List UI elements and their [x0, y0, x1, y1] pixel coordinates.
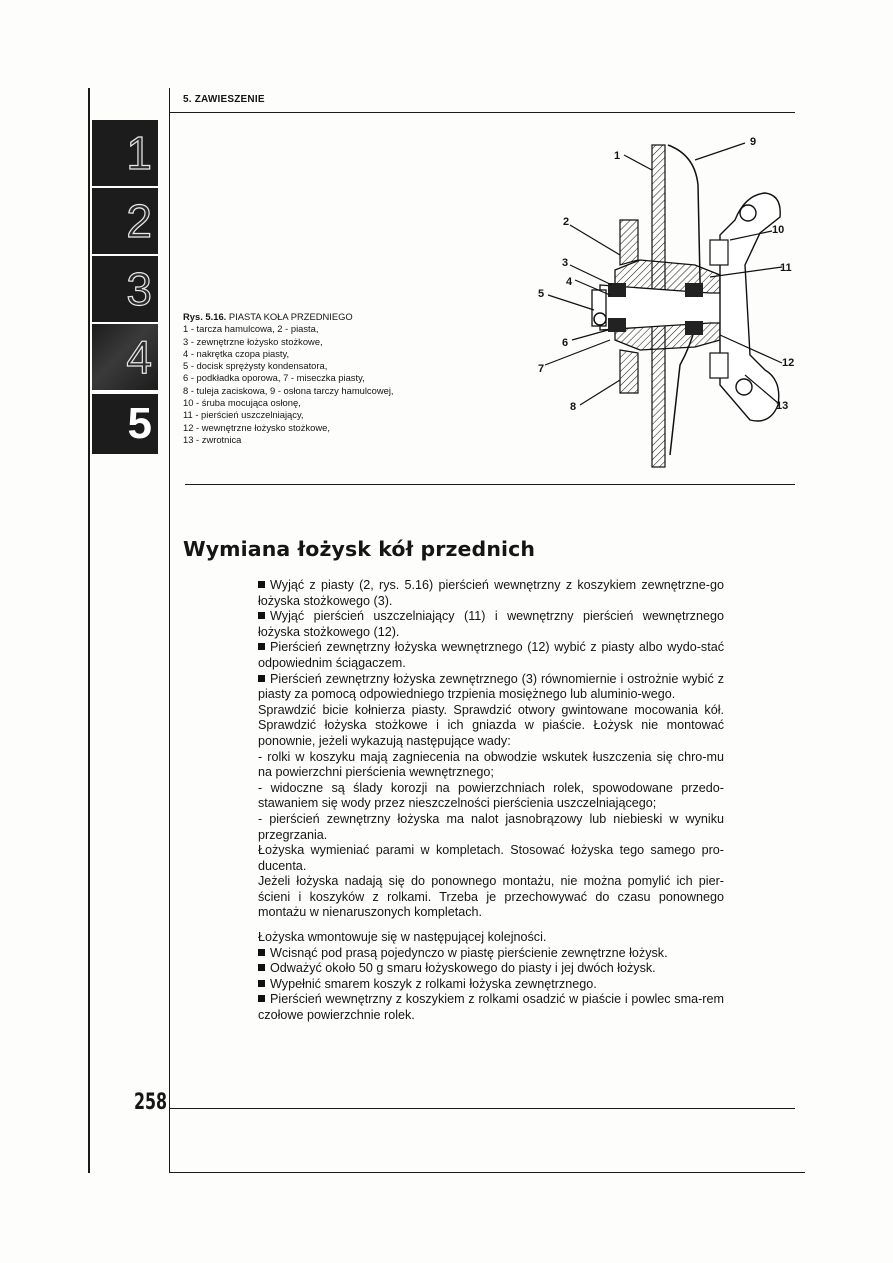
callout-1: 1: [614, 150, 621, 162]
caption-id: Rys. 5.16.: [183, 311, 227, 322]
paragraph: Wyjąć pierścień uszczelniający (11) i wewnętrzny pierścień wewnętrznego łożyska stożkowego (12).: [258, 609, 724, 639]
paragraph: - widoczne są ślady korozji na powierzchniach rolek, spowodowane przedo-stawaniem się wody przez nieszczelności pierścienia uszczelniającego;: [258, 780, 724, 811]
chapter-tab-4[interactable]: 4: [92, 324, 158, 390]
chapter-tab-5[interactable]: 5: [92, 394, 158, 454]
hub-assembly-drawing: [520, 125, 800, 475]
left-margin-rule: [88, 88, 90, 1173]
paragraph: Pierścień wewnętrzny z koszykiem z rolkami osadzić w piaście i powlec sma-rem czołowe powierzchnie rolek.: [258, 992, 724, 1023]
paragraph: Sprawdzić bicie kołnierza piasty. Sprawdzić otwory gwintowane mocowania kół. Sprawdzić łożyska stożkowe i ich gniazda w piaście. Łożysk nie montować ponownie, jeżeli wykazują następujące wady:: [258, 702, 724, 748]
bullet-square-icon: [258, 612, 265, 619]
callout-9: 9: [750, 136, 757, 148]
paragraph: Wypełnić smarem koszyk z rolkami łożyska zewnętrznego.: [258, 977, 724, 993]
caption-title: [183, 311, 394, 323]
callout-10: 10: [772, 224, 785, 236]
legend-item: 3 - zewnętrzne łożysko stożkowe,: [183, 335, 323, 347]
bullet-square-icon: [258, 995, 265, 1002]
paragraph: Pierścień zewnętrzny łożyska zewnętrznego (3) równomiernie i ostrożnie wybić z piasty za pomocą odpowiedniego trzpienia mosiężnego lub aluminio-wego.: [258, 671, 724, 702]
callout-4: 4: [566, 276, 573, 288]
bullet-square-icon: [258, 675, 265, 682]
legend-item: 4 - nakrętka czopa piasty,: [183, 347, 290, 359]
bullet-square-icon: [258, 581, 265, 588]
callout-7: 7: [538, 363, 545, 375]
article-heading: Wymiana łożysk kół przednich: [183, 537, 536, 561]
legend-item: 13 - zwrotnica: [183, 433, 242, 445]
page-number: 258: [134, 1090, 168, 1115]
article-body: [258, 578, 724, 1024]
footer-rule: [169, 1108, 795, 1109]
bullet-square-icon: [258, 949, 265, 956]
chapter-tab-1[interactable]: 1: [92, 120, 158, 186]
callout-5: 5: [538, 288, 545, 300]
inner-bearing: [685, 283, 703, 297]
chapter-tab-2[interactable]: 2: [92, 188, 158, 254]
legend-item: 5 - docisk sprężysty kondensatora,: [183, 360, 328, 372]
figure-divider: [185, 484, 795, 485]
bullet-square-icon: [258, 964, 265, 971]
callout-12: 12: [782, 357, 795, 369]
paragraph: - pierścień zewnętrzny łożyska ma nalot jasnobrązowy lub niebieski w wyniku przegrzania.: [258, 811, 724, 842]
legend-item: 1 - tarcza hamulcowa, 2 - piasta,: [183, 323, 319, 335]
header-rule: [169, 112, 795, 113]
paragraph: Łożyska wmontowuje się w następującej kolejności.: [258, 930, 547, 945]
figure-caption: [183, 311, 394, 446]
paragraph: Pierścień zewnętrzny łożyska wewnętrznego (12) wybić z piasty albo wydo-stać odpowiednim ściągaczem.: [258, 640, 724, 670]
legend-item: 12 - wewnętrzne łożysko stożkowe,: [183, 421, 330, 433]
paragraph: Odważyć około 50 g smaru łożyskowego do piasty i jej dwóch łożysk.: [258, 961, 724, 977]
legend-item: 8 - tuleja zaciskowa, 9 - osłona tarczy hamulcowej,: [183, 384, 394, 396]
paragraph: Łożyska wymieniać parami w kompletach. Stosować łożyska tego samego pro-ducenta.: [258, 843, 724, 873]
legend-item: 11 - pierścień uszczelniający,: [183, 409, 304, 421]
chapter-tab-3[interactable]: 3: [92, 256, 158, 322]
callout-6: 6: [562, 337, 569, 349]
legend-item: 10 - śruba mocująca osłonę,: [183, 397, 301, 409]
callout-13: 13: [776, 400, 789, 412]
section-header: 5. ZAWIESZENIE: [183, 94, 265, 105]
callout-3: 3: [562, 257, 569, 269]
bullet-square-icon: [258, 980, 265, 987]
paragraph: Wyjąć z piasty (2, rys. 5.16) pierścień wewnętrzny z koszykiem zewnętrzne-go łożyska stożkowego (3).: [258, 578, 724, 608]
caption-title-text: PIASTA KOŁA PRZEDNIEGO: [228, 311, 353, 322]
paragraph: Jeżeli łożyska nadają się do ponownego montażu, nie można pomylić ich pier-ścieni i koszyków z rolkami. Trzeba je przechowywać do czasu ponownego montażu w nienaruszonych kompletach.: [258, 874, 724, 920]
outer-bearing: [608, 283, 626, 297]
bottom-rule: [169, 1172, 805, 1173]
callout-8: 8: [570, 401, 577, 413]
callout-11: 11: [780, 262, 792, 274]
legend-item: 6 - podkładka oporowa, 7 - miseczka piasty,: [183, 372, 365, 384]
bullet-square-icon: [258, 643, 265, 650]
paragraph: Wcisnąć pod prasą pojedynczo w piastę pierścienie zewnętrzne łożysk.: [258, 946, 724, 962]
content-margin-rule: [169, 88, 170, 1173]
callout-2: 2: [563, 216, 570, 228]
paragraph: - rolki w koszyku mają zagniecenia na obwodzie wskutek łuszczenia się chro-mu na powierzchni pierścienia wewnętrznego;: [258, 749, 724, 780]
